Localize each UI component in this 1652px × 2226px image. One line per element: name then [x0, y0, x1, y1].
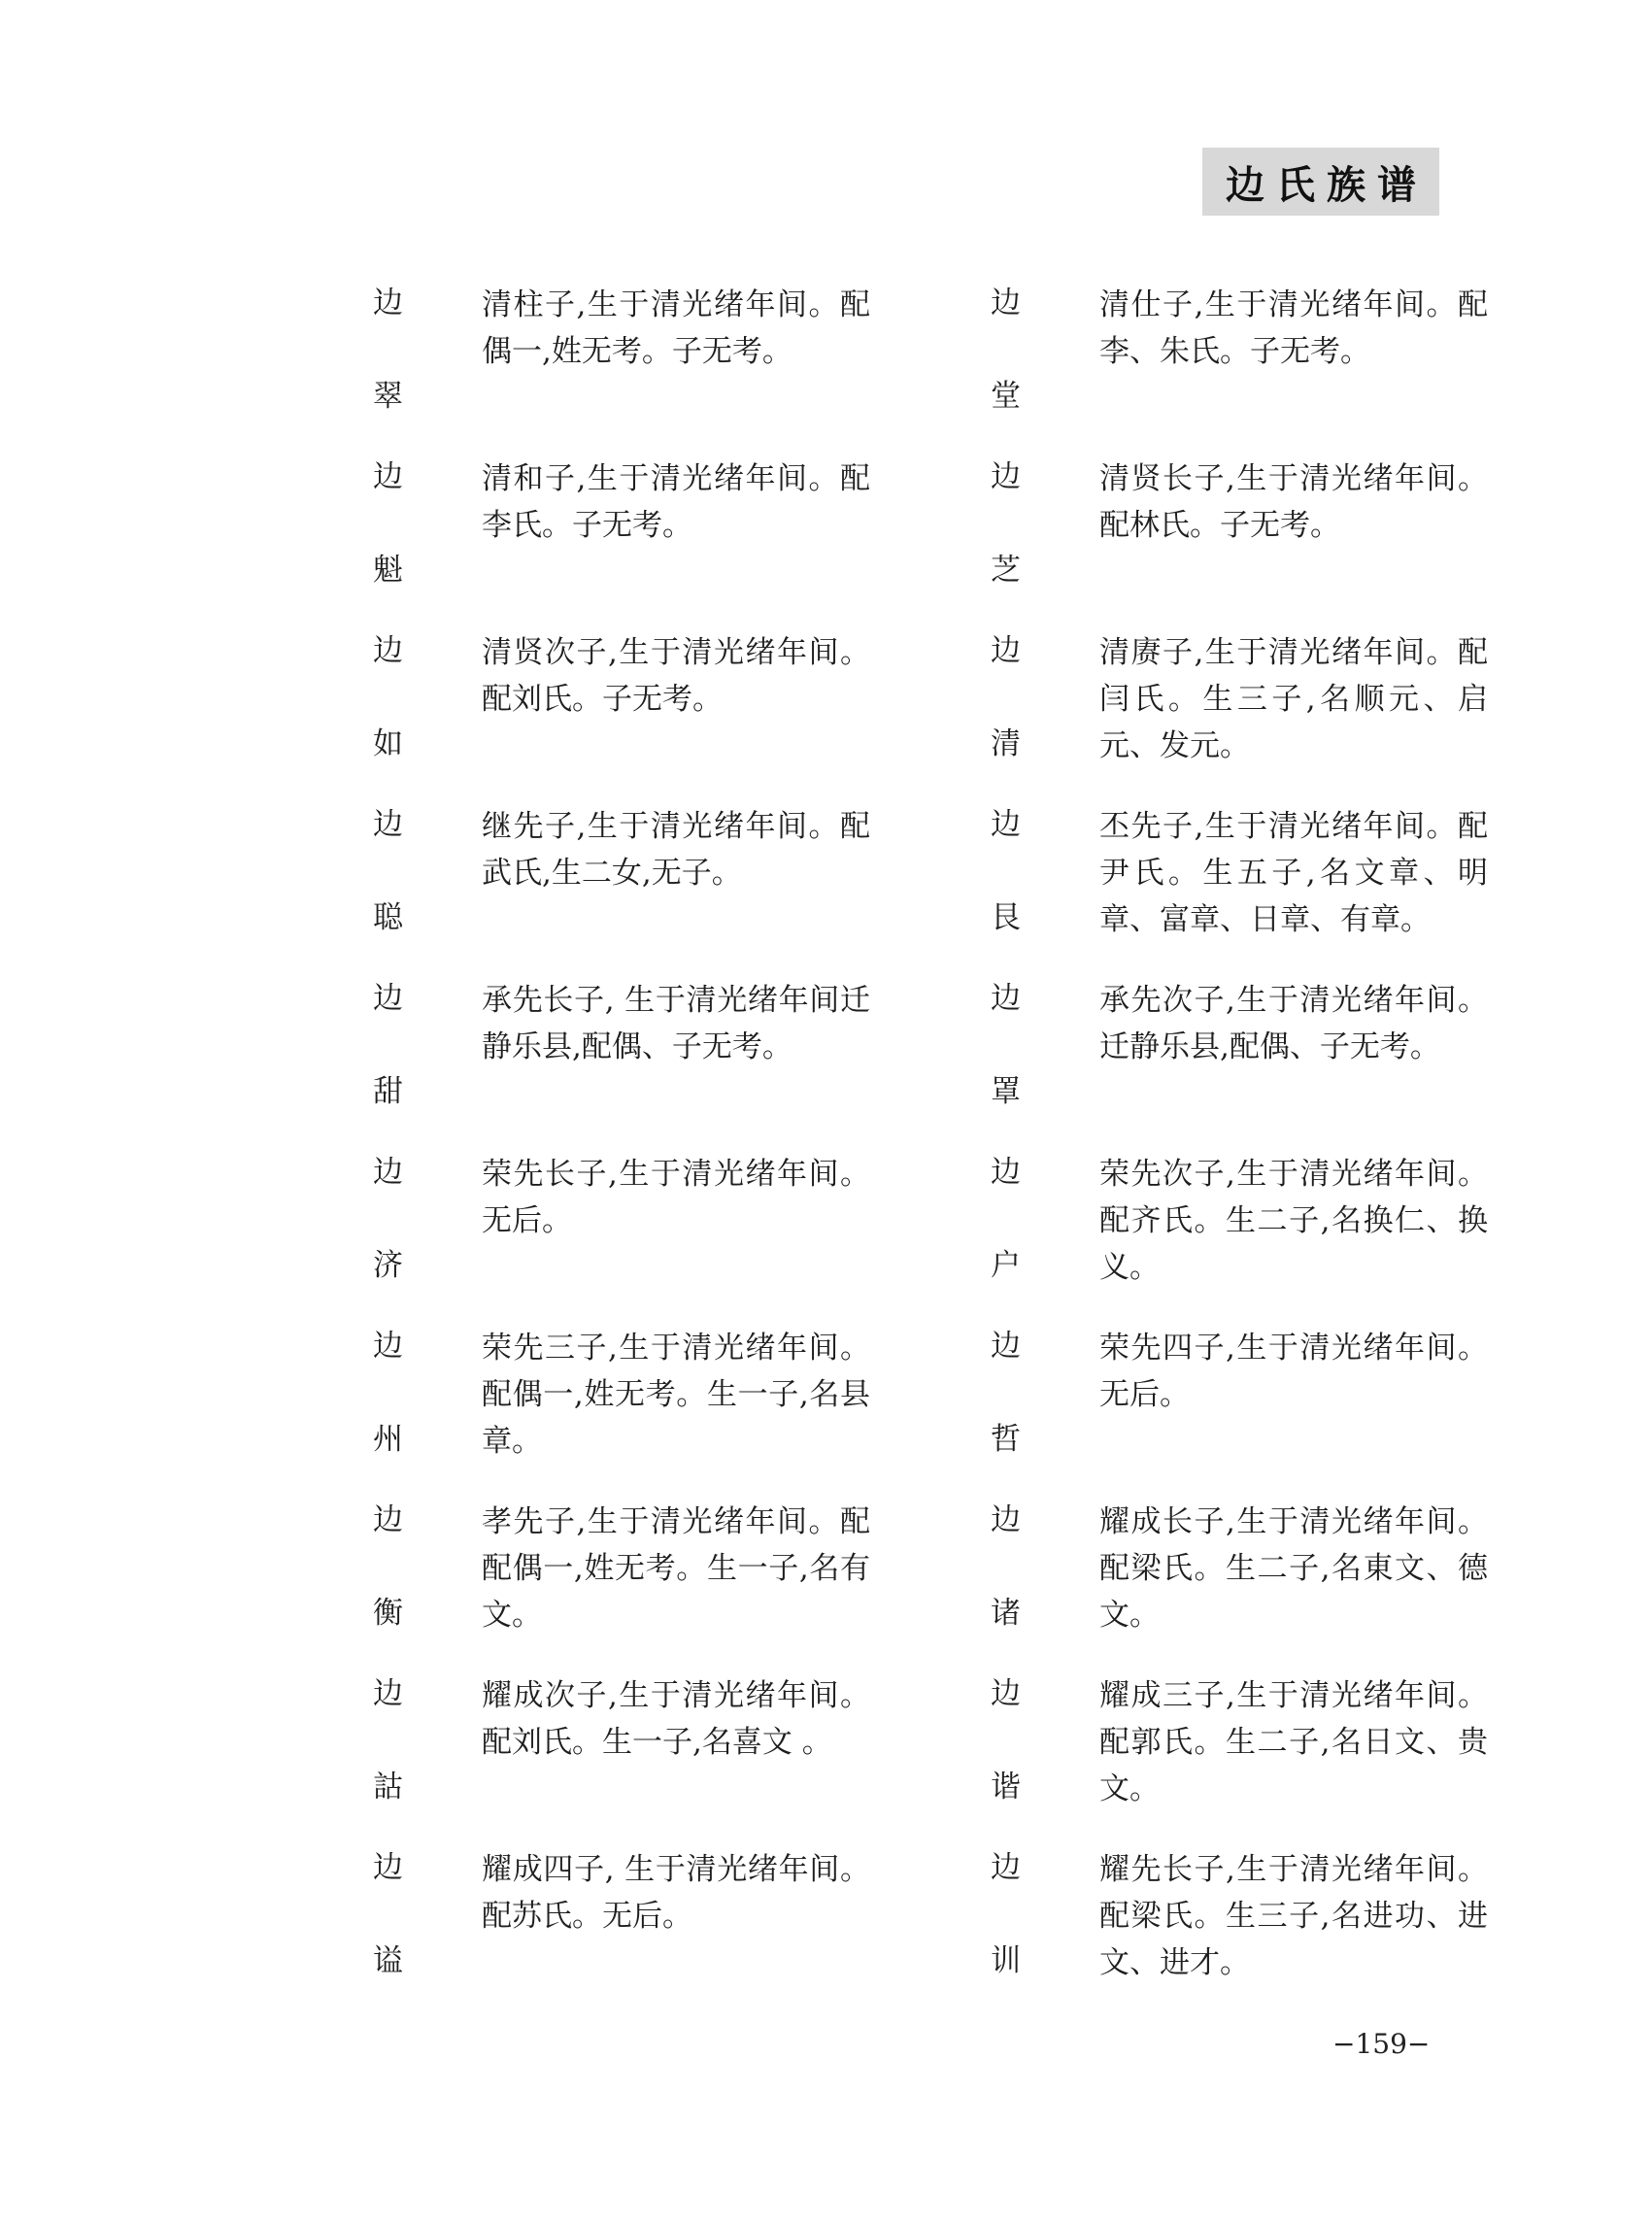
name-character: 罩 — [991, 1074, 1021, 1109]
genealogy-entry — [367, 977, 870, 1151]
person-description: 荣先三子,生于清光绪年间。配偶一,姓无考。生一子,名县章。 — [482, 1331, 870, 1459]
name-character: 清 — [991, 726, 1021, 761]
name-character: 边 — [991, 1329, 1021, 1364]
person-name — [367, 455, 482, 591]
person-description: 耀成长子,生于清光绪年间。配梁氏。生二子,名東文、德文。 — [1099, 1504, 1488, 1633]
name-character: 边 — [373, 1329, 403, 1364]
person-name — [367, 1151, 482, 1287]
name-character: 边 — [991, 981, 1021, 1016]
person-name — [985, 803, 1099, 939]
name-character: 谥 — [373, 1943, 403, 1978]
genealogy-entry — [985, 1499, 1488, 1672]
name-character: 边 — [991, 1155, 1021, 1190]
genealogy-entry — [985, 629, 1488, 803]
person-name — [985, 1325, 1099, 1461]
genealogy-entry — [985, 1325, 1488, 1499]
person-description: 承先长子, 生于清光绪年间迁静乐县,配偶、子无考。 — [482, 983, 870, 1064]
person-name — [985, 1499, 1099, 1635]
genealogy-entry — [367, 629, 870, 803]
person-description: 清柱子,生于清光绪年间。配偶一,姓无考。子无考。 — [482, 287, 870, 369]
name-character: 边 — [373, 1502, 403, 1537]
name-character: 州 — [373, 1422, 403, 1457]
name-character: 哲 — [991, 1422, 1021, 1457]
person-name — [985, 1672, 1099, 1808]
person-name — [367, 629, 482, 765]
name-character: 詁 — [373, 1770, 403, 1804]
person-name — [367, 282, 482, 418]
name-character: 如 — [373, 726, 403, 761]
name-character: 芝 — [991, 553, 1021, 588]
person-description: 丕先子,生于清光绪年间。配尹氏。生五子,名文章、明章、富章、日章、有章。 — [1099, 809, 1488, 937]
person-name — [985, 1151, 1099, 1287]
person-name — [367, 1672, 482, 1808]
name-character: 边 — [373, 1155, 403, 1190]
name-character: 边 — [373, 981, 403, 1016]
name-character: 甜 — [373, 1074, 403, 1109]
person-description: 荣先长子,生于清光绪年间。无后。 — [482, 1157, 870, 1238]
person-name — [985, 1846, 1099, 1982]
person-description: 清和子,生于清光绪年间。配李氏。子无考。 — [482, 461, 870, 543]
person-name — [367, 977, 482, 1113]
person-description: 清赓子,生于清光绪年间。配闫氏。生三子,名顺元、启元、发元。 — [1099, 635, 1488, 763]
genealogy-entry — [367, 1499, 870, 1672]
name-character: 边 — [373, 807, 403, 842]
genealogy-entry — [367, 1325, 870, 1499]
genealogy-entries — [367, 282, 1488, 2020]
genealogy-entry — [985, 803, 1488, 977]
person-description: 耀先长子,生于清光绪年间。配梁氏。生三子,名进功、进文、进才。 — [1099, 1852, 1488, 1980]
name-character: 谐 — [991, 1770, 1021, 1804]
name-character: 翠 — [373, 379, 403, 414]
person-name — [367, 1499, 482, 1635]
genealogy-entry — [985, 282, 1488, 455]
genealogy-entry — [367, 455, 870, 629]
name-character: 边 — [991, 1502, 1021, 1537]
name-character: 边 — [373, 1676, 403, 1711]
person-description: 清贤长子,生于清光绪年间。配林氏。子无考。 — [1099, 461, 1488, 543]
genealogy-entry — [985, 977, 1488, 1151]
person-description: 清仕子,生于清光绪年间。配李、朱氏。子无考。 — [1099, 287, 1488, 369]
name-character: 边 — [991, 633, 1021, 668]
page-number: −159− — [1332, 2028, 1431, 2060]
name-character: 边 — [373, 286, 403, 320]
person-description: 荣先次子,生于清光绪年间。配齐氏。生二子,名换仁、换义。 — [1099, 1157, 1488, 1285]
genealogy-entry — [985, 455, 1488, 629]
name-character: 边 — [991, 1676, 1021, 1711]
person-name — [985, 977, 1099, 1113]
genealogy-entry — [367, 803, 870, 977]
genealogy-entry — [367, 1846, 870, 2020]
name-character: 边 — [373, 1850, 403, 1885]
person-name — [367, 1846, 482, 1982]
name-character: 训 — [991, 1943, 1021, 1978]
person-description: 孝先子,生于清光绪年间。配配偶一,姓无考。生一子,名有文。 — [482, 1504, 870, 1633]
name-character: 边 — [991, 1850, 1021, 1885]
person-name — [367, 1325, 482, 1461]
person-description: 耀成三子,生于清光绪年间。配郭氏。生二子,名日文、贵文。 — [1099, 1678, 1488, 1806]
genealogy-entry — [367, 1672, 870, 1846]
genealogy-entry — [985, 1151, 1488, 1325]
person-name — [367, 803, 482, 939]
person-name — [985, 629, 1099, 765]
person-description: 清贤次子,生于清光绪年间。配刘氏。子无考。 — [482, 635, 870, 717]
person-description: 荣先四子,生于清光绪年间。无后。 — [1099, 1331, 1488, 1412]
name-character: 堂 — [991, 379, 1021, 414]
genealogy-entry — [985, 1846, 1488, 2020]
name-character: 边 — [991, 286, 1021, 320]
name-character: 衡 — [373, 1596, 403, 1631]
name-character: 聪 — [373, 900, 403, 935]
genealogy-entry — [985, 1672, 1488, 1846]
page-title: 边氏族谱 — [1226, 162, 1428, 208]
name-character: 艮 — [991, 900, 1021, 935]
person-description: 承先次子,生于清光绪年间。迁静乐县,配偶、子无考。 — [1099, 983, 1488, 1064]
name-character: 边 — [373, 633, 403, 668]
name-character: 诸 — [991, 1596, 1021, 1631]
name-character: 户 — [991, 1248, 1021, 1283]
name-character: 边 — [991, 459, 1021, 494]
person-description: 继先子,生于清光绪年间。配武氏,生二女,无子。 — [482, 809, 870, 891]
name-character: 边 — [373, 459, 403, 494]
person-name — [985, 455, 1099, 591]
genealogy-entry — [367, 1151, 870, 1325]
person-description: 耀成四子, 生于清光绪年间。 配苏氏。无后。 — [482, 1852, 870, 1934]
header-title-box — [1202, 148, 1439, 216]
name-character: 济 — [373, 1248, 403, 1283]
name-character: 边 — [991, 807, 1021, 842]
name-character: 魁 — [373, 553, 403, 588]
person-description: 耀成次子,生于清光绪年间。配刘氏。生一子,名喜文 。 — [482, 1678, 870, 1760]
person-name — [985, 282, 1099, 418]
genealogy-entry — [367, 282, 870, 455]
